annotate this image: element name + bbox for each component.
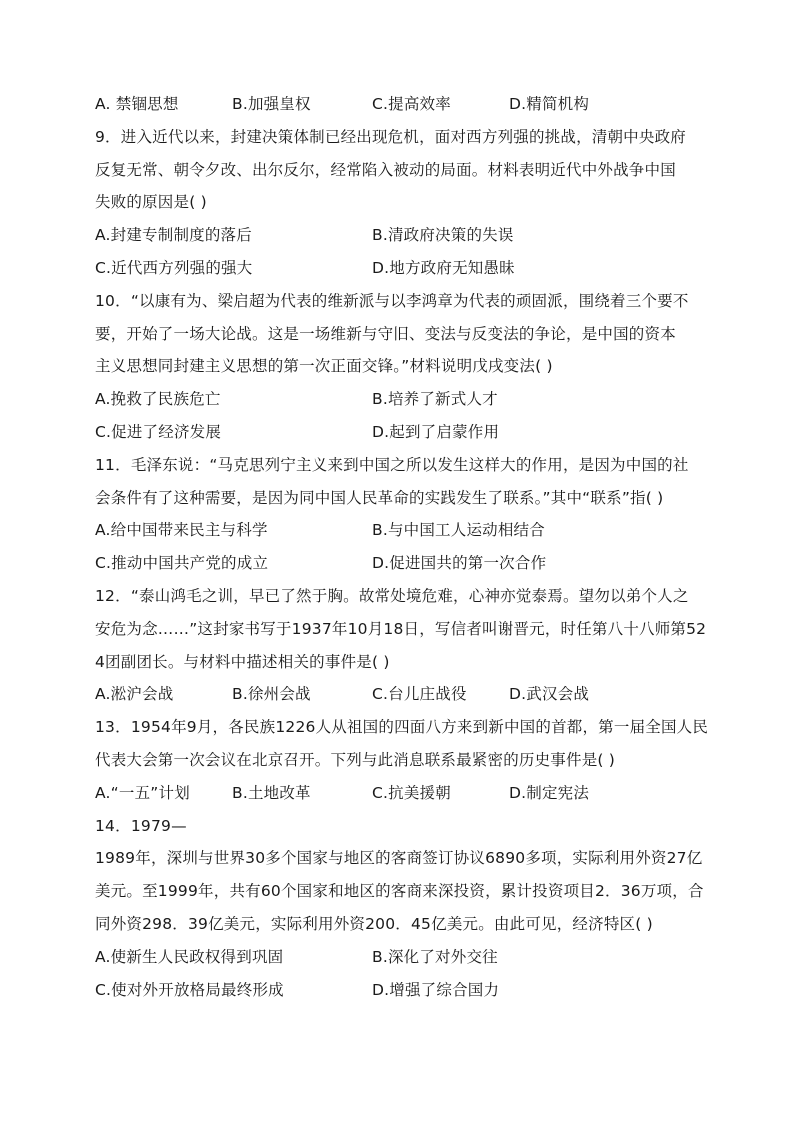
q10-stem-line-2: 要，开始了一场大论战。这是一场维新与守旧、变法与反变法的争论，是中国的资本 — [95, 324, 676, 343]
q10-option-a[interactable]: A.挽救了民族危亡 — [95, 390, 221, 409]
q10-options-row-2 — [95, 416, 705, 449]
q11-stem-line-2: 会条件有了这种需要，是因为同中国人民革命的实践发生了联系。”其中“联系”指( ) — [95, 488, 664, 507]
q10-option-c[interactable]: C.促进了经济发展 — [95, 422, 222, 441]
q11-stem-line-1: 11．毛泽东说：“马克思列宁主义来到中国之所以发生这样大的作用，是因为中国的社 — [95, 455, 689, 474]
q8-option-d[interactable]: D.精简机构 — [509, 95, 590, 113]
q14-option-b[interactable]: B.深化了对外交往 — [372, 947, 498, 966]
q14-option-c[interactable]: C.使对外开放格局最终形成 — [95, 980, 284, 999]
q9-stem-line-3: 失败的原因是( ) — [95, 193, 207, 212]
q9-option-a[interactable]: A.封建专制制度的落后 — [95, 226, 252, 245]
q9-stem-line-2: 反复无常、朝令夕改、出尔反尔，经常陷入被动的局面。材料表明近代中外战争中国 — [95, 160, 676, 179]
q14-option-d[interactable]: D.增强了综合国力 — [372, 980, 500, 999]
q12-option-d[interactable]: D.武汉会战 — [509, 685, 590, 704]
q10-stem-line-1: 10．“以康有为、梁启超为代表的维新派与以李鸿章为代表的顽固派，围绕着三个要不 — [95, 291, 689, 310]
q13-option-c[interactable]: C.抗美援朝 — [372, 783, 451, 802]
q13-stem-line-1: 13．1954年9月，各民族1226人从祖国的四面八方来到新中国的首都，第一届全国人民 — [95, 718, 709, 737]
q12-options — [95, 678, 705, 711]
document-page — [95, 88, 709, 1006]
q10-option-b[interactable]: B.培养了新式人才 — [372, 390, 498, 409]
q11-option-c[interactable]: C.推动中国共产党的成立 — [95, 554, 269, 573]
q14-options-row-1 — [95, 941, 705, 974]
q12-stem-line-3: 4团副团长。与材料中描述相关的事件是( ) — [95, 652, 390, 671]
q14-options-row-2 — [95, 974, 705, 1007]
q11-options-row-2 — [95, 547, 705, 580]
q13-options — [95, 777, 705, 810]
q11-option-b[interactable]: B.与中国工人运动相结合 — [372, 521, 545, 540]
q14-stem-line-3: 美元。至1999年，共有60个国家和地区的客商来深投资，累计投资项目2．36万项，合 — [95, 882, 704, 901]
q14-option-a[interactable]: A.使新生人民政权得到巩固 — [95, 947, 284, 966]
q13-stem-line-2: 代表大会第一次会议在北京召开。下列与此消息联系最紧密的历史事件是( ) — [95, 750, 616, 769]
q8-option-a[interactable]: A. 禁锢思想 — [95, 95, 179, 113]
q10-options-row-1 — [95, 383, 705, 416]
q9-option-b[interactable]: B.清政府决策的失误 — [372, 226, 514, 245]
q12-option-a[interactable]: A.淞沪会战 — [95, 685, 174, 704]
q8-options — [95, 88, 705, 121]
q9-option-d[interactable]: D.地方政府无知愚昧 — [372, 258, 515, 277]
q11-option-d[interactable]: D.促进国共的第一次合作 — [372, 554, 547, 573]
q12-stem-line-2: 安危为念……”这封家书写于1937年10月18日，写信者叫谢晋元，时任第八十八师第52 — [95, 619, 707, 638]
q13-option-d[interactable]: D.制定宪法 — [509, 783, 590, 802]
q10-option-d[interactable]: D.起到了启蒙作用 — [372, 422, 500, 441]
q13-option-a[interactable]: A.“一五”计划 — [95, 783, 190, 802]
q9-stem-line-1: 9．进入近代以来，封建决策体制已经出现危机，面对西方列强的挑战，清朝中央政府 — [95, 127, 686, 146]
q11-options-row-1 — [95, 514, 705, 547]
q12-option-c[interactable]: C.台儿庄战役 — [372, 685, 467, 704]
q14-stem-line-1: 14．1979— — [95, 816, 187, 835]
q8-option-b[interactable]: B.加强皇权 — [232, 95, 311, 113]
q12-stem-line-1: 12．“泰山鸿毛之训，早已了然于胸。故常处境危难，心神亦觉泰焉。望勿以弟个人之 — [95, 586, 689, 605]
q8-option-c[interactable]: C.提高效率 — [372, 95, 451, 113]
q12-option-b[interactable]: B.徐州会战 — [232, 685, 311, 704]
q10-stem-line-3: 主义思想同封建主义思想的第一次正面交锋。”材料说明戊戌变法( ) — [95, 357, 553, 376]
q9-option-c[interactable]: C.近代西方列强的强大 — [95, 258, 253, 277]
q9-options-row-2 — [95, 252, 705, 285]
q11-option-a[interactable]: A.给中国带来民主与科学 — [95, 521, 268, 540]
q9-options-row-1 — [95, 219, 705, 252]
q13-option-b[interactable]: B.土地改革 — [232, 783, 311, 802]
q14-stem-line-4: 同外资298．39亿美元，实际利用外资200．45亿美元。由此可见，经济特区( ) — [95, 914, 653, 933]
q14-stem-line-2: 1989年，深圳与世界30多个国家与地区的客商签订协议6890多项，实际利用外资27亿 — [95, 849, 703, 868]
